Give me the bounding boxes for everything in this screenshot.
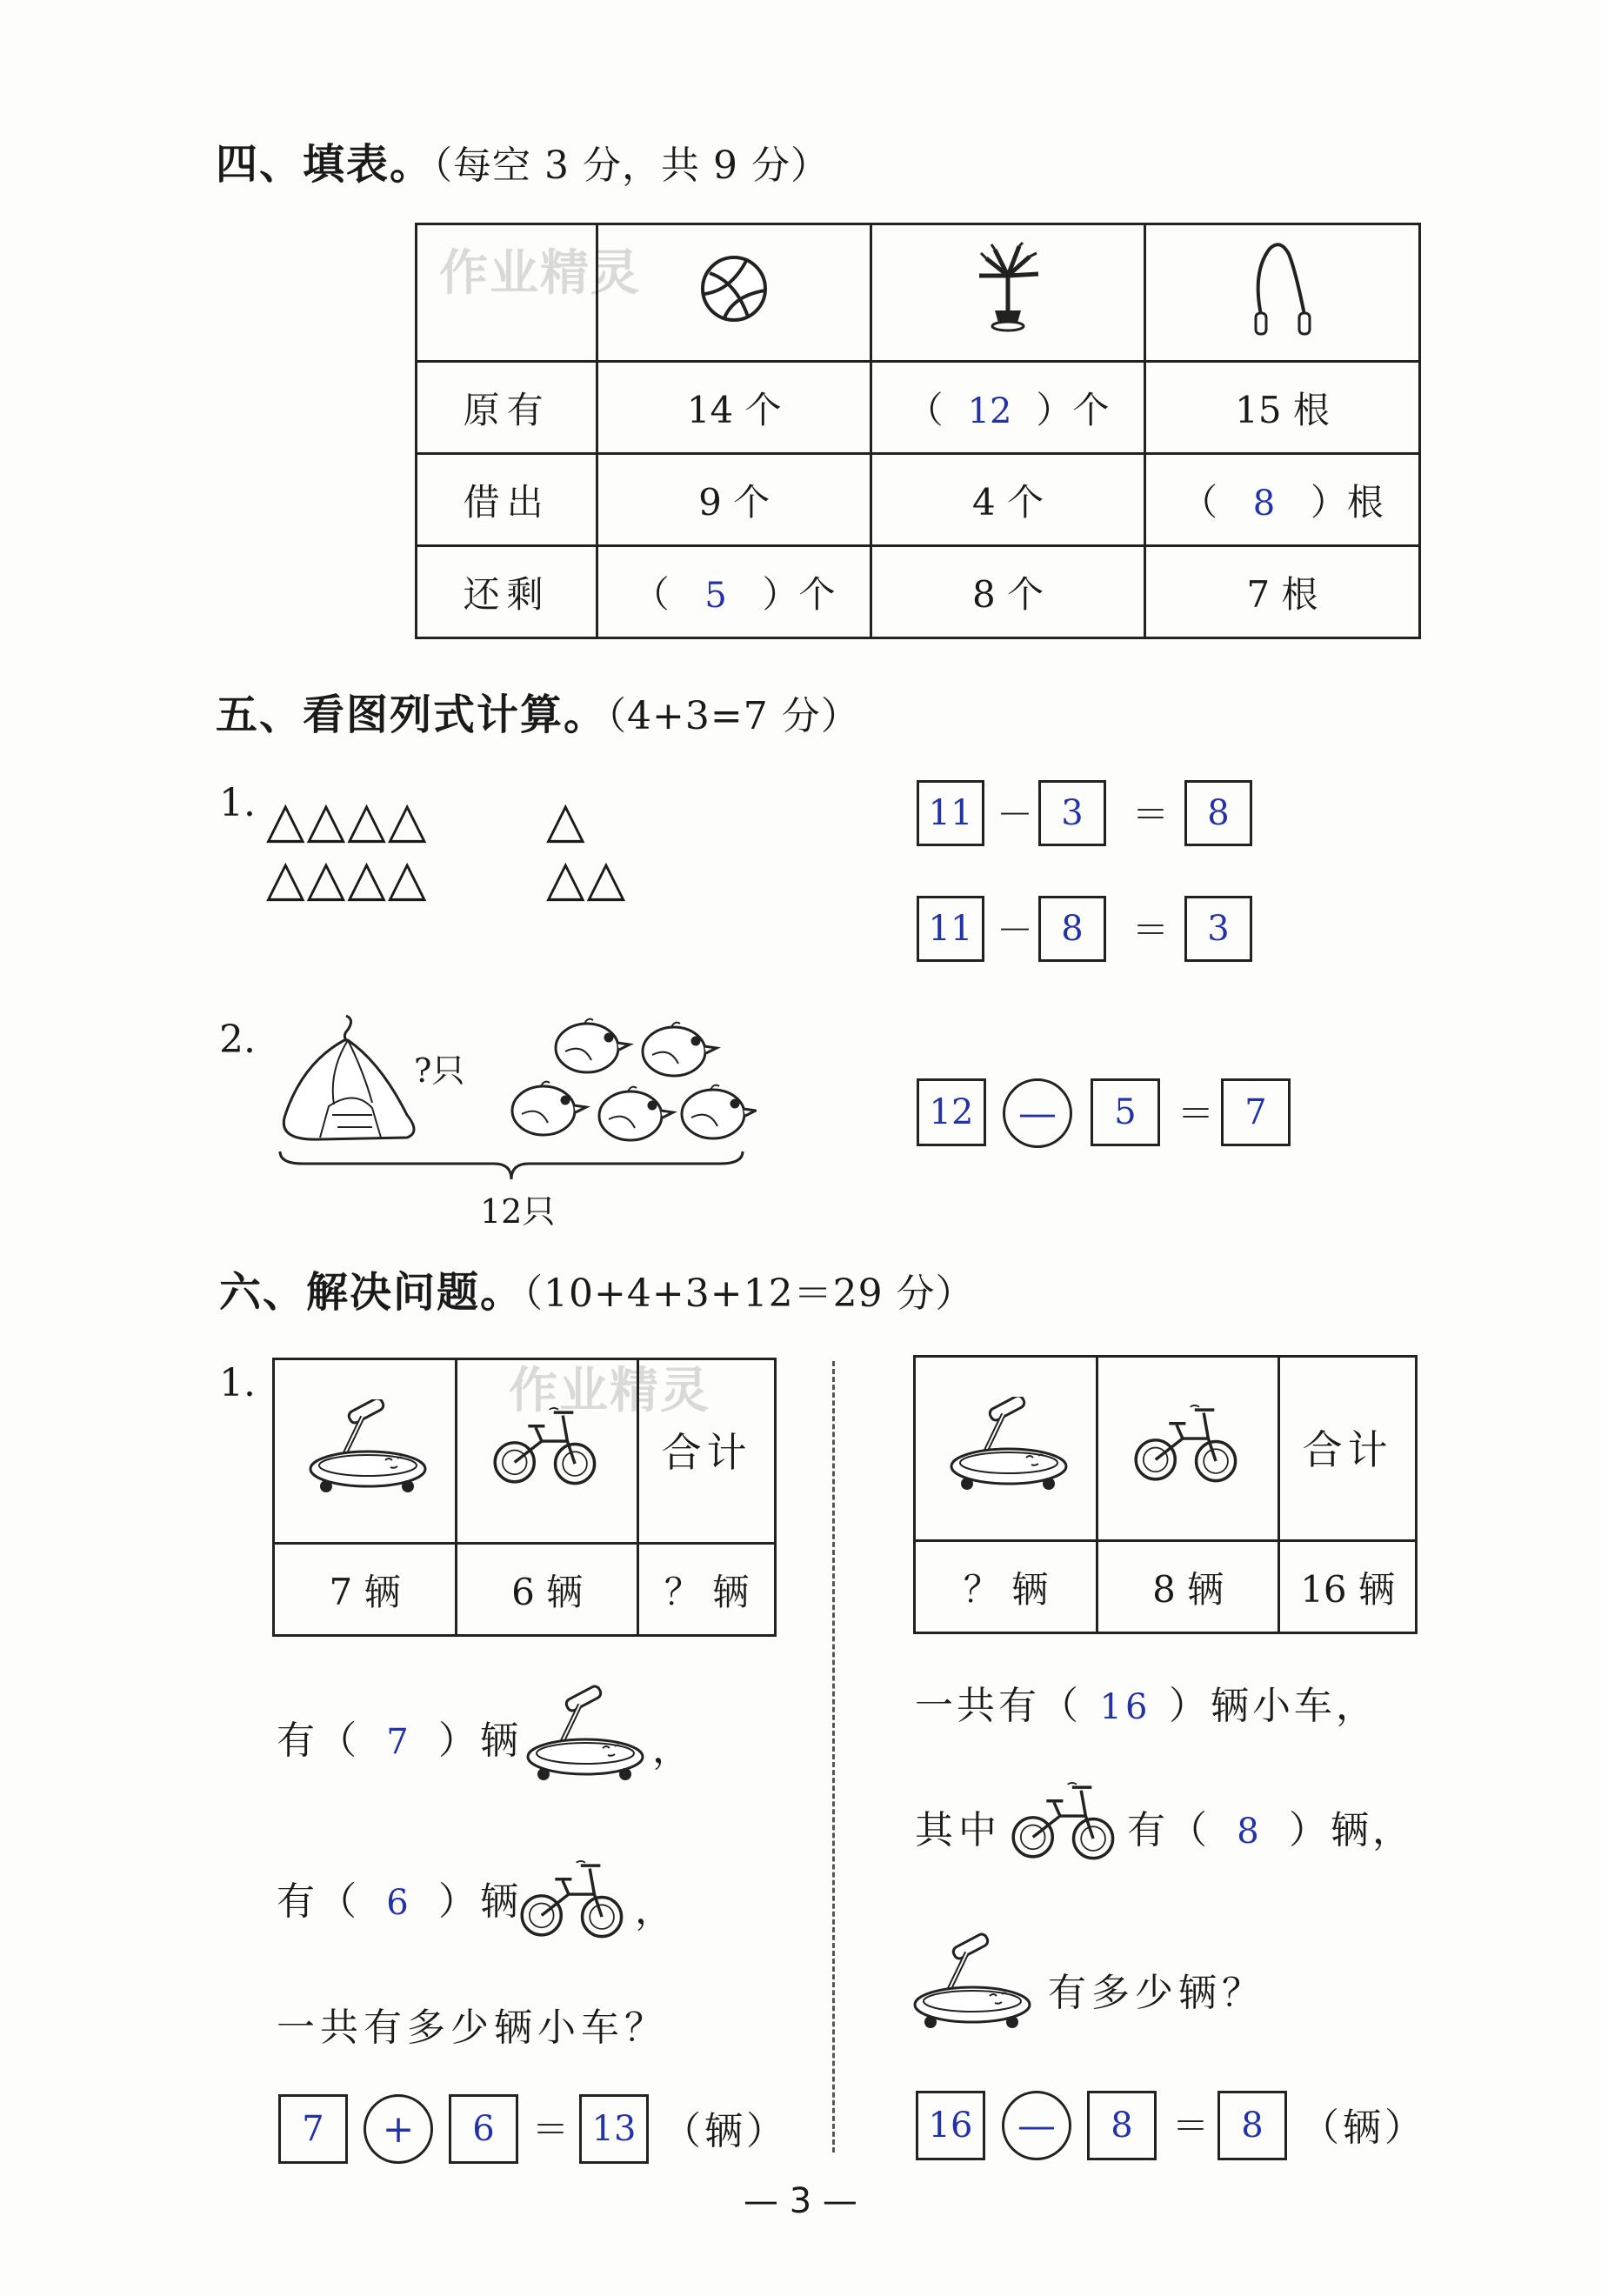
rope-lent <box>1145 454 1420 546</box>
right-eq-box-a: 16 <box>916 2091 985 2160</box>
eq2-box-c: 3 <box>1184 896 1252 962</box>
eq1-minus: － <box>997 793 1034 836</box>
section5-heading <box>216 681 860 741</box>
row-label-remaining: 还剩 <box>417 546 597 638</box>
right-line2 <box>1127 1799 1414 1854</box>
ball-remaining <box>597 546 871 638</box>
right-scooter-cell <box>915 1357 1097 1541</box>
right-line1 <box>915 1674 1378 1730</box>
section4-title: 四、填表。 <box>216 140 434 189</box>
q5-2-box-a: 12 <box>917 1078 986 1146</box>
right-eq-box-b: 8 <box>1087 2091 1157 2160</box>
plant-original <box>871 362 1145 454</box>
eq1-box-b: 3 <box>1038 780 1106 846</box>
left-total-count: ？ 辆 <box>638 1544 776 1636</box>
watermark-2: 作业精灵 <box>509 1363 710 1419</box>
plant-cell <box>871 224 1145 362</box>
right-line2-answer: 8 <box>1237 1812 1263 1852</box>
right-eq-unit: （辆） <box>1301 2106 1426 2150</box>
right-line2-pre: 其中 <box>915 1808 1002 1852</box>
bike-icon <box>1009 1765 1122 1879</box>
left-eq-box-c: 13 <box>579 2094 649 2164</box>
scooter-icon <box>904 1922 1035 2044</box>
watermark: 作业精灵 <box>439 245 641 302</box>
triangles-row1-left: △△△△ <box>266 790 429 849</box>
left-eq-equals: ＝ <box>532 2108 570 2151</box>
section5-title: 五、看图列式计算。 <box>216 691 608 739</box>
q5-1-number: 1. <box>219 781 256 825</box>
answer-plant-original: 12 <box>967 390 1012 431</box>
scooter-icon <box>300 1399 430 1495</box>
ball-original: 14 个 <box>597 362 871 454</box>
bag-icon <box>268 1011 424 1146</box>
row-label-original: 原有 <box>417 362 597 454</box>
eq1-box-a: 11 <box>917 780 984 846</box>
right-vehicle-table <box>913 1355 1418 1634</box>
triangles-row1-right: △ <box>546 790 587 849</box>
eq2-equals: ＝ <box>1132 909 1170 951</box>
q5-2-number: 2. <box>219 1018 256 1062</box>
q5-2-equals: ＝ <box>1177 1092 1215 1135</box>
section6-heading <box>219 1258 975 1318</box>
unknown-count-label: ?只 <box>414 1051 465 1090</box>
section4-heading <box>216 130 830 190</box>
right-line1-pre: 一共有（ <box>915 1684 1082 1728</box>
paren-open: （ <box>906 388 944 431</box>
bike-icon <box>517 1844 630 1957</box>
left-line1-comma: ， <box>652 1727 690 1772</box>
right-total-count: 16 辆 <box>1279 1541 1417 1633</box>
eq2-box-a: 11 <box>917 896 984 962</box>
left-line1-answer: 7 <box>386 1722 412 1762</box>
paren-open: （ <box>1181 480 1218 524</box>
section6-points: （10+4+3+12＝29 分） <box>524 1271 975 1316</box>
chicks-group-icon <box>504 1013 757 1157</box>
plant-remaining: 8 个 <box>871 546 1145 638</box>
answer-rope-lent: 8 <box>1252 483 1276 524</box>
triangles-row2-right: △△ <box>546 848 628 907</box>
paren-close-unit: ）个 <box>762 572 836 616</box>
left-line1-pre: 有（ <box>277 1719 360 1763</box>
right-bike-cell <box>1097 1357 1279 1541</box>
plant-icon <box>969 241 1047 337</box>
rope-cell <box>1145 224 1420 362</box>
eq1-box-c: 8 <box>1184 780 1252 846</box>
right-line1-post: ）辆小车， <box>1169 1684 1378 1728</box>
ball-icon <box>697 252 770 325</box>
right-bike-count: 8 辆 <box>1097 1541 1279 1633</box>
left-total-header: 合计 <box>638 1359 776 1544</box>
q5-2-operator-circle: — <box>1003 1078 1072 1148</box>
left-line2 <box>277 1870 522 1926</box>
eq2-box-b: 8 <box>1038 896 1106 962</box>
eq1-equals: ＝ <box>1132 793 1170 836</box>
total-brace <box>277 1148 746 1183</box>
plant-lent: 4 个 <box>871 454 1145 546</box>
right-eq-box-c: 8 <box>1217 2091 1287 2160</box>
right-scooter-count: ？ 辆 <box>915 1541 1097 1633</box>
left-line1-post: ）辆 <box>438 1719 522 1763</box>
q5-2-box-b: 5 <box>1091 1078 1160 1146</box>
rope-remaining: 7 根 <box>1145 546 1420 638</box>
row-label-lent: 借出 <box>417 454 597 546</box>
right-eq-equals: ＝ <box>1172 2105 1210 2147</box>
left-bike-count: 6 辆 <box>457 1544 638 1636</box>
left-question: 一共有多少辆小车？ <box>277 2006 668 2050</box>
left-line2-post: ）辆 <box>438 1879 522 1924</box>
left-bike-cell <box>457 1359 638 1544</box>
left-scooter-cell <box>274 1359 457 1544</box>
left-line2-pre: 有（ <box>277 1879 360 1924</box>
paren-close-unit: ）个 <box>1036 388 1110 431</box>
ball-lent: 9 个 <box>597 454 871 546</box>
triangles-row2-left: △△△△ <box>266 848 429 907</box>
section4-points: （每空 3 分，共 9 分） <box>433 144 830 188</box>
left-line2-answer: 6 <box>386 1883 412 1923</box>
q5-2-box-c: 7 <box>1221 1078 1291 1146</box>
left-vehicle-table <box>272 1358 777 1637</box>
right-line2-mid: 有（ <box>1127 1808 1211 1852</box>
right-line1-answer: 16 <box>1099 1687 1151 1727</box>
section6-title: 六、解决问题。 <box>219 1268 524 1317</box>
jump-rope-icon <box>1244 237 1322 341</box>
answer-ball-remaining: 5 <box>704 575 727 616</box>
paren-close-unit: ）根 <box>1310 480 1384 524</box>
q6-1-number: 1. <box>219 1361 256 1405</box>
bike-icon <box>490 1399 604 1495</box>
right-question: 有多少辆？ <box>1048 1971 1265 2015</box>
bike-icon <box>1131 1397 1244 1492</box>
fill-table <box>415 223 1421 639</box>
right-total-header: 合计 <box>1279 1357 1417 1541</box>
section5-points: （4+3=7 分） <box>607 694 860 738</box>
left-eq-operator-circle: + <box>364 2094 433 2164</box>
right-line2-post: ）辆， <box>1289 1808 1414 1852</box>
left-eq-unit: （辆） <box>663 2109 788 2153</box>
left-scooter-count: 7 辆 <box>274 1544 457 1636</box>
left-eq-box-b: 6 <box>449 2094 518 2164</box>
eq2-minus: － <box>997 909 1034 951</box>
scooter-icon <box>517 1674 648 1796</box>
ball-cell <box>597 224 871 362</box>
rope-original: 15 根 <box>1145 362 1420 454</box>
paren-open: （ <box>632 572 670 616</box>
total-count-label: 12只 <box>480 1192 556 1231</box>
left-eq-box-a: 7 <box>278 2094 348 2164</box>
left-line2-comma: ， <box>635 1888 673 1932</box>
corner-cell <box>417 224 597 362</box>
column-divider <box>832 1361 835 2152</box>
scooter-icon <box>941 1397 1071 1492</box>
right-eq-operator-circle: — <box>1002 2091 1071 2160</box>
left-line1 <box>277 1709 522 1765</box>
page-number: — 3 — <box>744 2181 857 2221</box>
